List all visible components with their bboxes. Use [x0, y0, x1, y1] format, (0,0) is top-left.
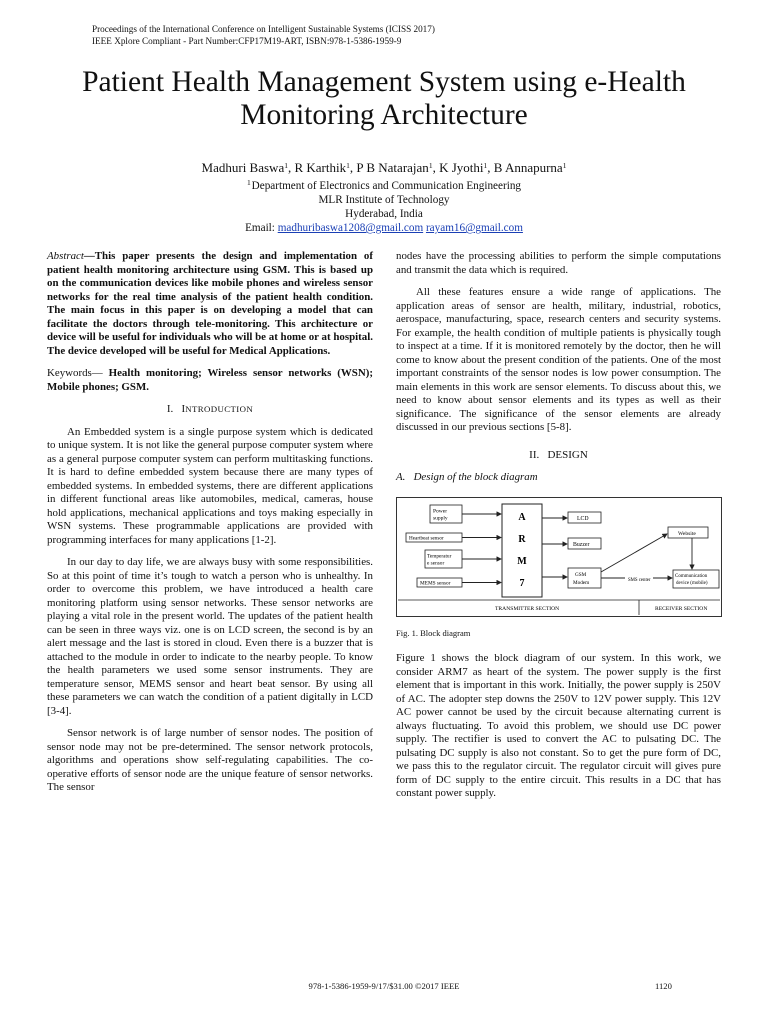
communication-device-block	[673, 570, 719, 588]
author: R Karthik$^1$	[294, 160, 350, 175]
svg-text:Power: Power	[433, 508, 448, 514]
email-line: Email: madhuribaswa1208@gmail.com rayam16@gmail.com	[245, 222, 523, 234]
page-number: 1120	[655, 981, 672, 991]
svg-text:Modem: Modem	[573, 579, 590, 586]
intro-paragraph-3-continued: nodes have the processing abilities to perform the simple computations and transmit the data which is required.	[396, 250, 721, 276]
title-line-1: Patient Health Management System using e-Health	[82, 66, 686, 98]
department: $^1$ Department of Electronics and Communication Engineering	[246, 178, 522, 192]
svg-text:A: A	[518, 511, 526, 523]
buzzer-block	[568, 538, 601, 549]
arm7-block	[502, 504, 542, 597]
header-line-2: IEEE Xplore Compliant - Part Number:CFP17M19-ART, ISBN:978-1-5386-1959-9	[92, 35, 402, 46]
lcd-block	[568, 512, 601, 523]
conference-header	[92, 24, 435, 47]
title-line-2: Monitoring Architecture	[240, 99, 528, 131]
mems-sensor-block	[417, 578, 462, 587]
right-column	[396, 250, 721, 810]
author: K Jyothi$^1$	[439, 160, 488, 175]
section-heading-introduction: I. INTRODUCTION	[166, 403, 254, 415]
paper-title	[20, 66, 748, 132]
heartbeat-sensor-block	[406, 533, 462, 542]
svg-text:GSM: GSM	[575, 571, 587, 578]
svg-text:MEMS sensor: MEMS sensor	[420, 580, 451, 586]
author: P B Natarajan$^1$	[356, 160, 433, 175]
svg-text:Heartbeat sensor: Heartbeat sensor	[409, 535, 444, 541]
svg-text:device (mobile): device (mobile)	[676, 580, 708, 586]
email-link-1[interactable]: madhuribaswa1208@gmail.com	[277, 222, 424, 234]
keywords: Keywords— Health monitoring; Wireless sensor networks (WSN); Mobile phones; GSM.	[47, 367, 373, 393]
svg-text:e sensor: e sensor	[427, 560, 445, 566]
city: Hyderabad, India	[345, 208, 423, 220]
section-heading-design: II. DESIGN	[529, 448, 588, 461]
intro-paragraph-1: An Embedded system is a single purpose system which is dedicated to unique system. It is not like the general purpose computer system where as a general purpose computer system can perform multitasking functions. It is hard to define embedded system because there are many types of embedded systems. In embedded systems, there are different applications in different functional areas like automobiles, medical, cameras, house hold applications, mechanical applications and toys making especially in WSN systems. These programmable applications are provided with programming interfaces for many applications [1-2].	[47, 425, 373, 546]
subsection-heading: A. Design of the block diagram	[396, 471, 538, 483]
author-list: Madhuri Baswa$^1$, R Karthik$^1$, P B Natarajan$^1$, K Jyothi$^1$, B Annapurna$^1$	[201, 160, 567, 175]
author: Madhuri Baswa$^1$	[201, 160, 288, 175]
copyright-footer: 978-1-5386-1959-9/17/$31.00 ©2017 IEEE	[308, 981, 460, 991]
intro-paragraph-2: In our day to day life, we are always busy with some responsibilities. So at this point of time it’s tough to watch a person who is unhealthy. In order to overcome this problem, we have introduced a health care monitoring platform using sensor networks. These sensor networks are playing a vital role in the present world. The updates of the patient health can be seen in three ways viz. one is on LCD screen, the second is by an alert message and the last is stored in cloud. Even there is a buzzer that is attached to the module in order to indicate to the nearby people. To know the health parameters we used some sensor instruments. They are temperature sensor, MEMS sensor and heart beat sensor. By using all these parameters we can watch the condition of a patient digitally in LCD [3-4].	[47, 556, 373, 717]
svg-text:7: 7	[519, 577, 525, 589]
svg-text:Website: Website	[678, 530, 696, 537]
block-diagram	[397, 498, 721, 616]
temperature-sensor-block	[425, 550, 462, 568]
block-diagram-figure	[396, 497, 722, 617]
power-supply-block	[430, 505, 462, 523]
abstract: Abstract—This paper presents the design and implementation of patient health monitoring architecture using GSM. This is based up on the communication devices like mobile phones and wireless sensor networks for the real time analysis of the patient health condition. The main focus in this paper is on developing a model that can facilitate the doctors through tele-monitoring. This architecture or device will be useful for individuals who will be at home or at hospital. The device developed will be useful for Medical Applications.	[47, 250, 373, 357]
sms-center-label: SMS center	[628, 577, 651, 583]
figure-caption: Fig. 1. Block diagram	[396, 627, 471, 638]
gsm-modem-block	[568, 568, 601, 588]
svg-text:M: M	[517, 555, 527, 567]
svg-text:Communication: Communication	[675, 573, 708, 579]
svg-text:R: R	[518, 533, 526, 545]
left-column	[47, 250, 373, 804]
transmitter-section-label: TRANSMITTER SECTION	[495, 605, 560, 612]
affiliation-block	[0, 179, 768, 235]
institute: MLR Institute of Technology	[318, 194, 450, 206]
svg-text:Buzzer: Buzzer	[573, 541, 590, 548]
receiver-section-label: RECEIVER SECTION	[655, 605, 708, 612]
website-block	[668, 527, 708, 538]
intro-paragraph-4: All these features ensure a wide range of applications. The application areas of sensor are health, military, industrial, robotics, aerospace, manufacturing, space, research centers and security systems. For example, the health condition of multiple patients is physically tough to inspect at a time. If it is monitored remotely by the doctor, then he will come to know about the present condition of the patients. One of the most important constraints of the sensor nodes is low power consumption. The main elements in this work are sensor elements. To discuss about this, we need to know about sensor elements and its types as well as their significance. The significance of the sensor elements are already discussed in our previous sections [5-8].	[396, 286, 721, 433]
svg-text:Temperatur: Temperatur	[427, 553, 452, 559]
header-line-1: Proceedings of the International Conference on Intelligent Sustainable Systems (ICISS 2017)	[92, 24, 435, 34]
email-link-2[interactable]: rayam16@gmail.com	[425, 222, 523, 234]
intro-paragraph-3: Sensor network is of large number of sensor nodes. The position of sensor node may not be pre-determined. The sensor network protocols, algorithms and operations show self-regulating capabilities. The co-operative efforts of sensor node are the unique feature of sensor networks. The sensor	[47, 727, 373, 793]
svg-text:LCD: LCD	[577, 515, 589, 522]
design-paragraph-1: Figure 1 shows the block diagram of our system. In this work, we consider ARM7 as heart of the system. The power supply is the first element that is important in this work. Initially, the power supply is 250V of AC. The adopter step downs the 250V to 12V power supply. This 12V AC power cannot be used by the circuit because alternating current is always fluctuating. To avoid this problem, we should use DC power supply. The rectifier is used to convert the AC to pulsating DC. The pulsating DC supply is also not constant. So to get the pure form of DC, we pass this to the regulator circuit. The regulator circuit will gives pure form of DC supply to the entire circuit. This results in a DC that has constant power supply.	[396, 652, 721, 799]
svg-text:supply: supply	[433, 515, 448, 521]
author: B Annapurna$^1$	[493, 160, 567, 175]
